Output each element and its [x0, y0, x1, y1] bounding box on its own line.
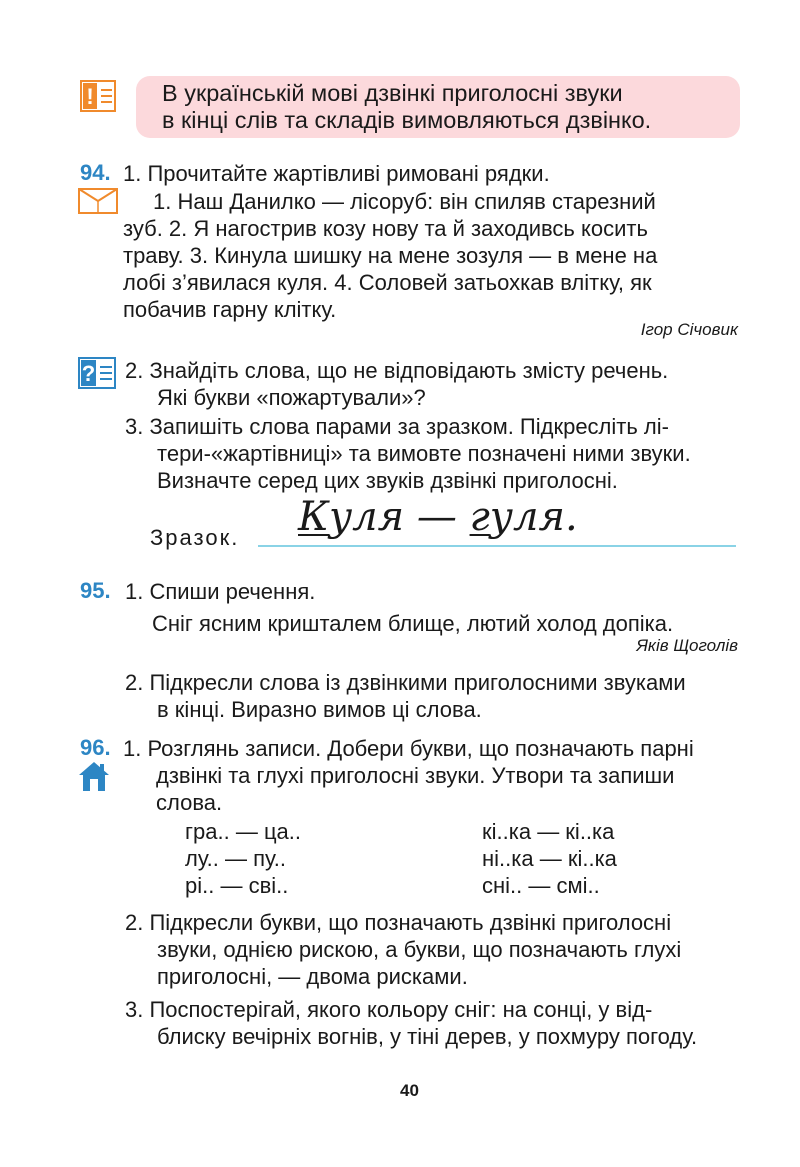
- reading-icon: [78, 188, 118, 214]
- exercise-96-number: 96.: [80, 735, 111, 760]
- ex96-task-1-line-1: 1. Розглянь записи. Добери букви, що позначають парні: [123, 736, 694, 761]
- poem-line-2: зуб. 2. Я нагострив козу нову та й заходивсь косить: [123, 216, 648, 241]
- exercise-96-task-1: [123, 735, 738, 816]
- exercise-94-task-2: [125, 357, 738, 411]
- exercise-94-task-3: [125, 413, 738, 494]
- exercise-95-sentence: Сніг ясним кришталем блище, лютий холод допіка.: [152, 611, 674, 636]
- task-3-line-1: 3. Запишіть слова парами за зразком. Підкресліть лі-: [125, 414, 669, 439]
- question-book-icon: [78, 357, 116, 389]
- ex96-task-2-line-1: 2. Підкресли букви, що позначають дзвінкі приголосні: [125, 910, 672, 935]
- svg-text:?: ?: [81, 361, 96, 386]
- ex96-task-3-line-2: блиску вечірніх вогнів, у тіні дерев, у похмуру погоду.: [157, 1024, 698, 1049]
- ex96-task-2-line-2: звуки, однією рискою, а букви, що позначають глухі: [157, 937, 682, 962]
- ex96-task-1-line-2: дзвінкі та глухі приголосні звуки. Утвори та запиши: [156, 763, 675, 788]
- exercise-95-number: 95.: [80, 578, 111, 603]
- task-2-line-2: Які букви «пожартували»?: [157, 385, 426, 410]
- page-number: 40: [400, 1081, 419, 1100]
- sample-letter-2: г: [469, 494, 490, 540]
- word-pairs-right: [482, 818, 617, 899]
- ex95-task-2-line-1: 2. Підкресли слова із дзвінкими приголосними звуками: [125, 670, 686, 695]
- exercise-96-task-3: [125, 996, 738, 1050]
- sample-part-2: уля.: [489, 494, 578, 540]
- pair-right-3: сні.. — смі..: [482, 873, 600, 898]
- sample-letter-1: К: [298, 494, 329, 540]
- poem-line-4: лобі з’явилася куля. 4. Соловей затьохкав влітку, як: [123, 270, 652, 295]
- ex95-task-2-line-2: в кінці. Виразно вимов ці слова.: [157, 697, 482, 722]
- ex96-task-2-line-3: приголосні, — двома рисками.: [157, 964, 468, 989]
- pair-left-3: рі.. — сві..: [185, 873, 289, 898]
- poem-author: Ігор Січовик: [640, 320, 738, 339]
- sentence-author: Яків Щоголів: [636, 636, 738, 655]
- sample-writing-line: [258, 545, 736, 547]
- ex96-task-1-line-3: слова.: [156, 790, 223, 815]
- poem-line-5: побачив гарну клітку.: [123, 297, 337, 322]
- rule-box: [136, 76, 740, 138]
- task-3-line-2: тери-«жартівниці» та вимовте позначені ними звуки.: [157, 441, 691, 466]
- exercise-94-number: 94.: [80, 160, 111, 185]
- exercise-94-task-1: 1. Прочитайте жартівливі римовані рядки.: [123, 161, 550, 186]
- pair-left-2: лу.. — пу..: [185, 846, 287, 871]
- exercise-94-poem: [123, 188, 738, 323]
- rule-line-2: в кінці слів та складів вимовляються дзвінко.: [162, 107, 652, 133]
- word-pairs-left: [185, 818, 301, 899]
- sample-label: Зразок.: [150, 525, 240, 550]
- sample-part-1: уля —: [328, 494, 470, 540]
- sample-handwriting: [298, 494, 578, 540]
- exercise-96-task-2: [125, 909, 738, 990]
- poem-line-3: траву. 3. Кинула шишку на мене зозуля — в мене на: [123, 243, 658, 268]
- ex96-task-3-line-1: 3. Поспостерігай, якого кольору сніг: на сонці, у від-: [125, 997, 653, 1022]
- task-2-line-1: 2. Знайдіть слова, що не відповідають змісту речень.: [125, 358, 669, 383]
- home-icon: [78, 760, 110, 792]
- exercise-95-task-2: [125, 669, 738, 723]
- rule-line-1: В українській мові дзвінкі приголосні звуки: [162, 80, 623, 106]
- pair-right-2: ні..ка — кі..ка: [482, 846, 617, 871]
- exercise-95-task-1: 1. Спиши речення.: [125, 579, 316, 604]
- poem-line-1: 1. Наш Данилко — лісоруб: він спиляв старезний: [153, 189, 656, 214]
- svg-text:!: !: [86, 84, 94, 109]
- task-3-line-3: Визначте серед цих звуків дзвінкі приголосні.: [157, 468, 618, 493]
- rule-book-icon: [80, 80, 116, 112]
- pair-left-1: гра.. — ца..: [185, 819, 302, 844]
- pair-right-1: кі..ка — кі..ка: [482, 819, 615, 844]
